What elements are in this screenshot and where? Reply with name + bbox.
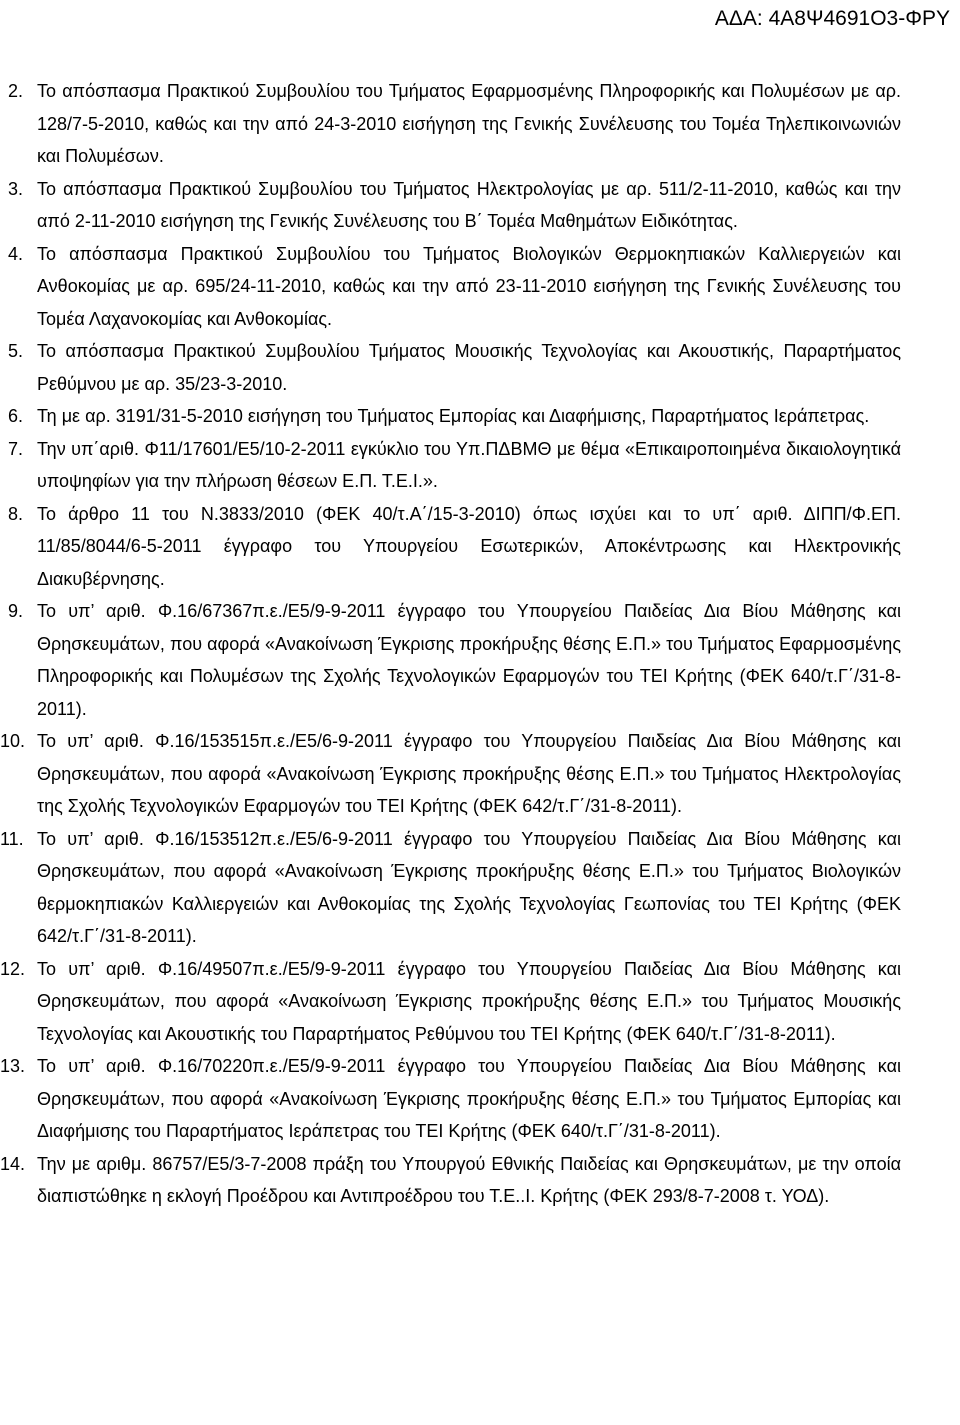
item-number: 9. bbox=[8, 601, 24, 621]
list-item bbox=[0, 953, 901, 1051]
list-item bbox=[0, 823, 901, 953]
document-list bbox=[0, 75, 960, 1213]
item-text: Το άρθρο 11 του Ν.3833/2010 (ΦΕΚ 40/τ.Α΄/15-3-2010) όπως ισχύει και το υπ΄ αριθ. ΔΙΠΠ/Φ.ΕΠ. 11/85/8044/6-5-2011 έγγραφο του Υπουργείου Εσωτερικών, Αποκέντρωσης και Ηλεκτρονικής Διακυβέρνησης. bbox=[37, 503, 901, 589]
list-item bbox=[0, 498, 901, 596]
list-item bbox=[0, 1148, 901, 1213]
item-number: 11. bbox=[0, 828, 24, 849]
ada-code: ΑΔΑ: 4Α8Ψ4691Ο3-ΦΡΥ bbox=[714, 7, 950, 30]
item-number: 10. bbox=[0, 731, 26, 751]
item-text: Το απόσπασμα Πρακτικού Συμβουλίου του Τμήματος Βιολογικών Θερμοκηπιακών Καλλιεργειών και Ανθοκομίας με αρ. 695/24-11-2010, καθώς και την από 23-11-2010 εισήγηση της Γενικής Συνέλευσης του Τομέα Λαχανοκομίας και Ανθοκομίας. bbox=[37, 243, 901, 329]
item-text: Το υπ’ αριθ. Φ.16/70220π.ε./Ε5/9-9-2011 έγγραφο του Υπουργείου Παιδείας Δια Βίου Μάθησης και Θρησκευμάτων, που αφορά «Ανακοίνωση Έγκρισης προκήρυξης θέσης Ε.Π.» του Τμήματος Εμπορίας και Διαφήμισης του Παραρτήματος Ιεράπετρας του ΤΕΙ Κρήτης (ΦΕΚ 640/τ.Γ΄/31-8-2011). bbox=[37, 1056, 901, 1141]
list-item bbox=[0, 1050, 901, 1148]
item-text: Το απόσπασμα Πρακτικού Συμβουλίου του Τμήματος Ηλεκτρολογίας με αρ. 511/2-11-2010, καθώς και την από 2-11-2010 εισήγηση της Γενικής Συνέλευσης του Β΄ Τομέα Μαθημάτων Ειδικότητας. bbox=[37, 178, 901, 231]
list-item bbox=[0, 335, 901, 400]
item-text: Την υπ΄αριθ. Φ11/17601/Ε5/10-2-2011 εγκύκλιο του Υπ.ΠΔΒΜΘ με θέμα «Επικαιροποιημένα δικαιολογητικά υποψηφίων για την πλήρωση θέσεων Ε.Π. Τ.Ε.Ι.». bbox=[37, 438, 901, 491]
list-item bbox=[0, 75, 901, 173]
item-number: 6. bbox=[8, 406, 24, 426]
list-item bbox=[0, 433, 901, 498]
item-text: Τη με αρ. 3191/31-5-2010 εισήγηση του Τμήματος Εμπορίας και Διαφήμισης, Παραρτήματος Ιεράπετρας. bbox=[37, 406, 870, 426]
item-text: Το απόσπασμα Πρακτικού Συμβουλίου Τμήματος Μουσικής Τεχνολογίας και Ακουστικής, Παραρτήματος Ρεθύμνου με αρ. 35/23-3-2010. bbox=[37, 341, 901, 394]
item-text: Το υπ’ αριθ. Φ.16/49507π.ε./Ε5/9-9-2011 έγγραφο του Υπουργείου Παιδείας Δια Βίου Μάθησης και Θρησκευμάτων, που αφορά «Ανακοίνωση Έγκρισης προκήρυξης θέσης Ε.Π.» του Τμήματος Μουσικής Τεχνολογίας και Ακουστικής του Παραρτήματος Ρεθύμνου του ΤΕΙ Κρήτης (ΦΕΚ 640/τ.Γ΄/31-8-2011). bbox=[37, 958, 901, 1044]
item-number: 14. bbox=[0, 1153, 26, 1174]
item-number: 5. bbox=[8, 341, 24, 361]
list-item bbox=[0, 595, 901, 725]
item-number: 4. bbox=[8, 243, 24, 264]
item-number: 12. bbox=[0, 958, 26, 979]
item-text: Την με αριθμ. 86757/Ε5/3-7-2008 πράξη του Υπουργού Εθνικής Παιδείας και Θρησκευμάτων, με την οποία διαπιστώθηκε η εκλογή Προέδρου και Αντιπροέδρου του Τ.Ε..Ι. Κρήτης (ΦΕΚ 293/8-7-2008 τ. ΥΟΔ). bbox=[37, 1153, 901, 1206]
item-text: Το υπ’ αριθ. Φ.16/153512π.ε./Ε5/6-9-2011 έγγραφο του Υπουργείου Παιδείας Δια Βίου Μάθησης και Θρησκευμάτων, που αφορά «Ανακοίνωση Έγκρισης προκήρυξης θέσης Ε.Π.» του Τμήματος Βιολογικών θερμοκηπιακών Καλλιεργειών και Ανθοκομίας της Σχολής Τεχνολογίας Γεωπονίας του ΤΕΙ Κρήτης (ΦΕΚ 642/τ.Γ΄/31-8-2011). bbox=[37, 828, 901, 946]
item-number: 13. bbox=[0, 1056, 26, 1076]
item-text: Το υπ’ αριθ. Φ.16/153515π.ε./Ε5/6-9-2011 έγγραφο του Υπουργείου Παιδείας Δια Βίου Μάθησης και Θρησκευμάτων, που αφορά «Ανακοίνωση Έγκρισης προκήρυξης θέσης Ε.Π.» του Τμήματος Ηλεκτρολογίας της Σχολής Τεχνολογικών Εφαρμογών του ΤΕΙ Κρήτης (ΦΕΚ 642/τ.Γ΄/31-8-2011). bbox=[37, 731, 901, 816]
list-item bbox=[0, 400, 901, 433]
item-text: Το υπ’ αριθ. Φ.16/67367π.ε./Ε5/9-9-2011 έγγραφο του Υπουργείου Παιδείας Δια Βίου Μάθησης και Θρησκευμάτων, που αφορά «Ανακοίνωση Έγκρισης προκήρυξης θέσης Ε.Π.» του Τμήματος Εφαρμοσμένης Πληροφορικής και Πολυμέσων της Σχολής Τεχνολογικών Εφαρμογών του ΤΕΙ Κρήτης (ΦΕΚ 640/τ.Γ΄/31-8-2011). bbox=[37, 601, 901, 719]
item-number: 7. bbox=[8, 438, 24, 459]
item-number: 3. bbox=[8, 178, 24, 199]
item-number: 8. bbox=[8, 503, 24, 524]
item-text: Το απόσπασμα Πρακτικού Συμβουλίου του Τμήματος Εφαρμοσμένης Πληροφορικής και Πολυμέσων με αρ. 128/7-5-2010, καθώς και την από 24-3-2010 εισήγηση της Γενικής Συνέλευσης του Τομέα Τηλεπικοινωνιών και Πολυμέσων. bbox=[37, 81, 901, 166]
list-item bbox=[0, 173, 901, 238]
list-item bbox=[0, 238, 901, 336]
item-number: 2. bbox=[8, 81, 24, 101]
list-item bbox=[0, 725, 901, 823]
